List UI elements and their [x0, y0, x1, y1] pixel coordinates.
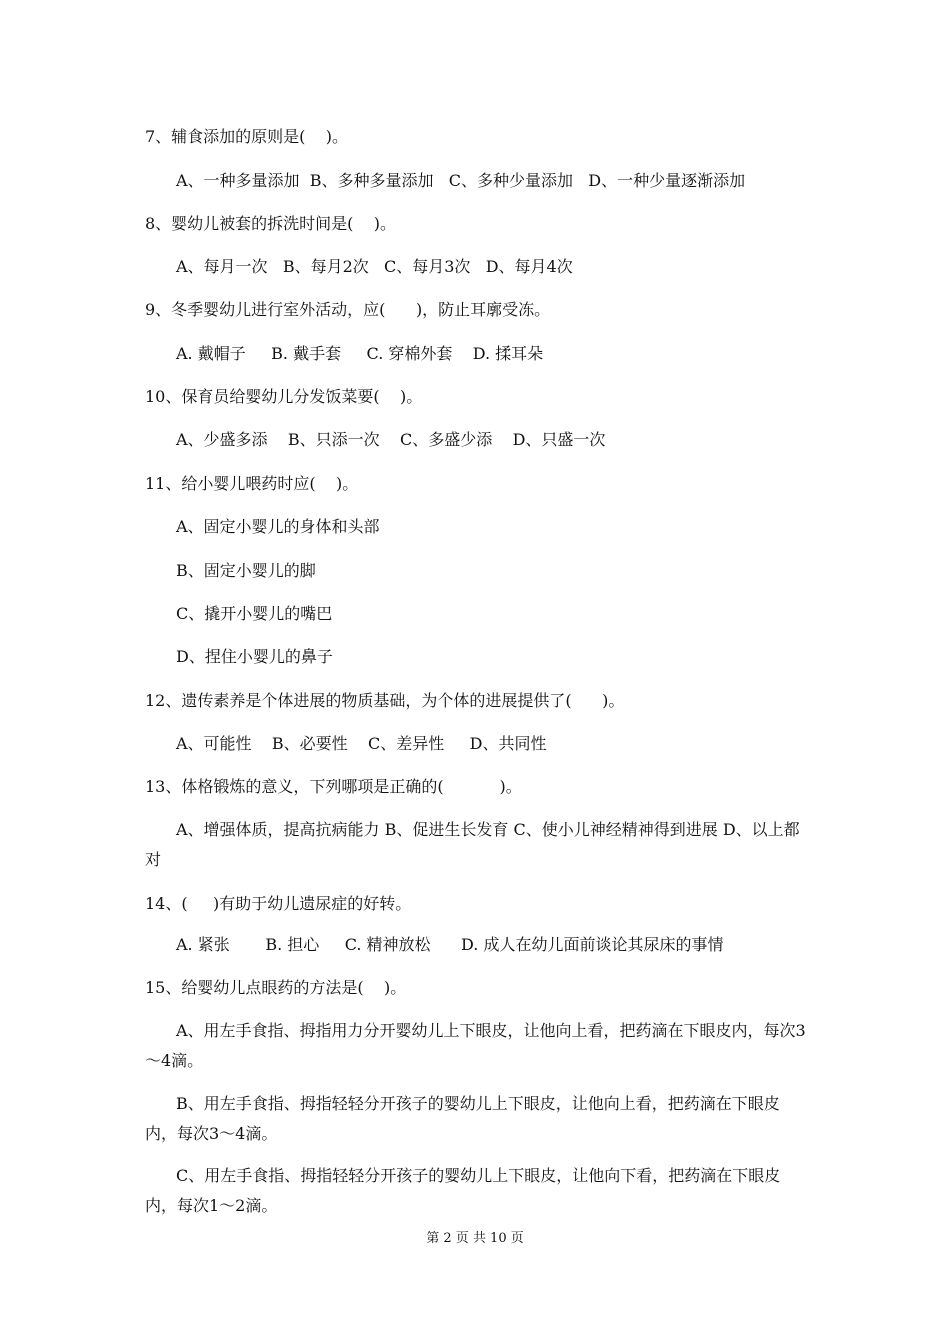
question-14-options: A. 紧张 B. 担心 C. 精神放松 D. 成人在幼儿面前谈论其尿床的事情: [176, 935, 724, 954]
question-11-stem: 11、给小婴儿喂药时应( )。: [145, 474, 359, 493]
question-10-stem: 10、保育员给婴幼儿分发饭菜要( )。: [145, 387, 423, 406]
question-11-option-d: D、捏住小婴儿的鼻子: [176, 647, 333, 666]
question-9-options: A. 戴帽子 B. 戴手套 C. 穿棉外套 D. 揉耳朵: [176, 344, 544, 363]
question-11-option-b: B、固定小婴儿的脚: [176, 561, 316, 580]
question-13-stem: 13、体格锻炼的意义，下列哪项是正确的( )。: [145, 777, 522, 796]
question-15-option-b: B、用左手食指、拇指轻轻分开孩子的婴幼儿上下眼皮，让他向上看，把药滴在下眼皮内，每次3～4滴。: [145, 1094, 780, 1143]
question-14-stem: 14、( )有助于幼儿遗尿症的好转。: [145, 894, 412, 913]
question-15-stem: 15、给婴幼儿点眼药的方法是( )。: [145, 978, 407, 997]
question-15-option-c: C、用左手食指、拇指轻轻分开孩子的婴幼儿上下眼皮，让他向下看，把药滴在下眼皮内，每次1～2滴。: [145, 1166, 781, 1215]
question-11-option-a: A、固定小婴儿的身体和头部: [176, 517, 380, 536]
question-7-stem: 7、辅食添加的原则是( )。: [145, 127, 349, 146]
page-number-footer: 第 2 页 共 10 页: [426, 1231, 524, 1246]
question-11-option-c: C、撬开小婴儿的嘴巴: [176, 604, 333, 623]
question-12-stem: 12、遗传素养是个体进展的物质基础，为个体的进展提供了( )。: [145, 691, 625, 710]
question-12-options: A、可能性 B、必要性 C、差异性 D、共同性: [176, 734, 547, 753]
question-10-options: A、少盛多添 B、只添一次 C、多盛少添 D、只盛一次: [176, 430, 606, 449]
question-9-stem: 9、冬季婴幼儿进行室外活动，应( )，防止耳廓受冻。: [145, 300, 551, 319]
question-7-options: A、一种多量添加 B、多种多量添加 C、多种少量添加 D、一种少量逐渐添加: [176, 171, 746, 190]
question-13-options-paragraph: A、增强体质，提高抗病能力 B、促进生长发育 C、使小儿神经精神得到进展 D、以上都对: [145, 820, 800, 869]
question-15-option-a: A、用左手食指、拇指用力分开婴幼儿上下眼皮，让他向上看，把药滴在下眼皮内，每次3～4滴。: [145, 1021, 806, 1070]
question-8-stem: 8、婴幼儿被套的拆洗时间是( )。: [145, 214, 397, 233]
question-8-options: A、每月一次 B、每月2次 C、每月3次 D、每月4次: [176, 257, 573, 276]
